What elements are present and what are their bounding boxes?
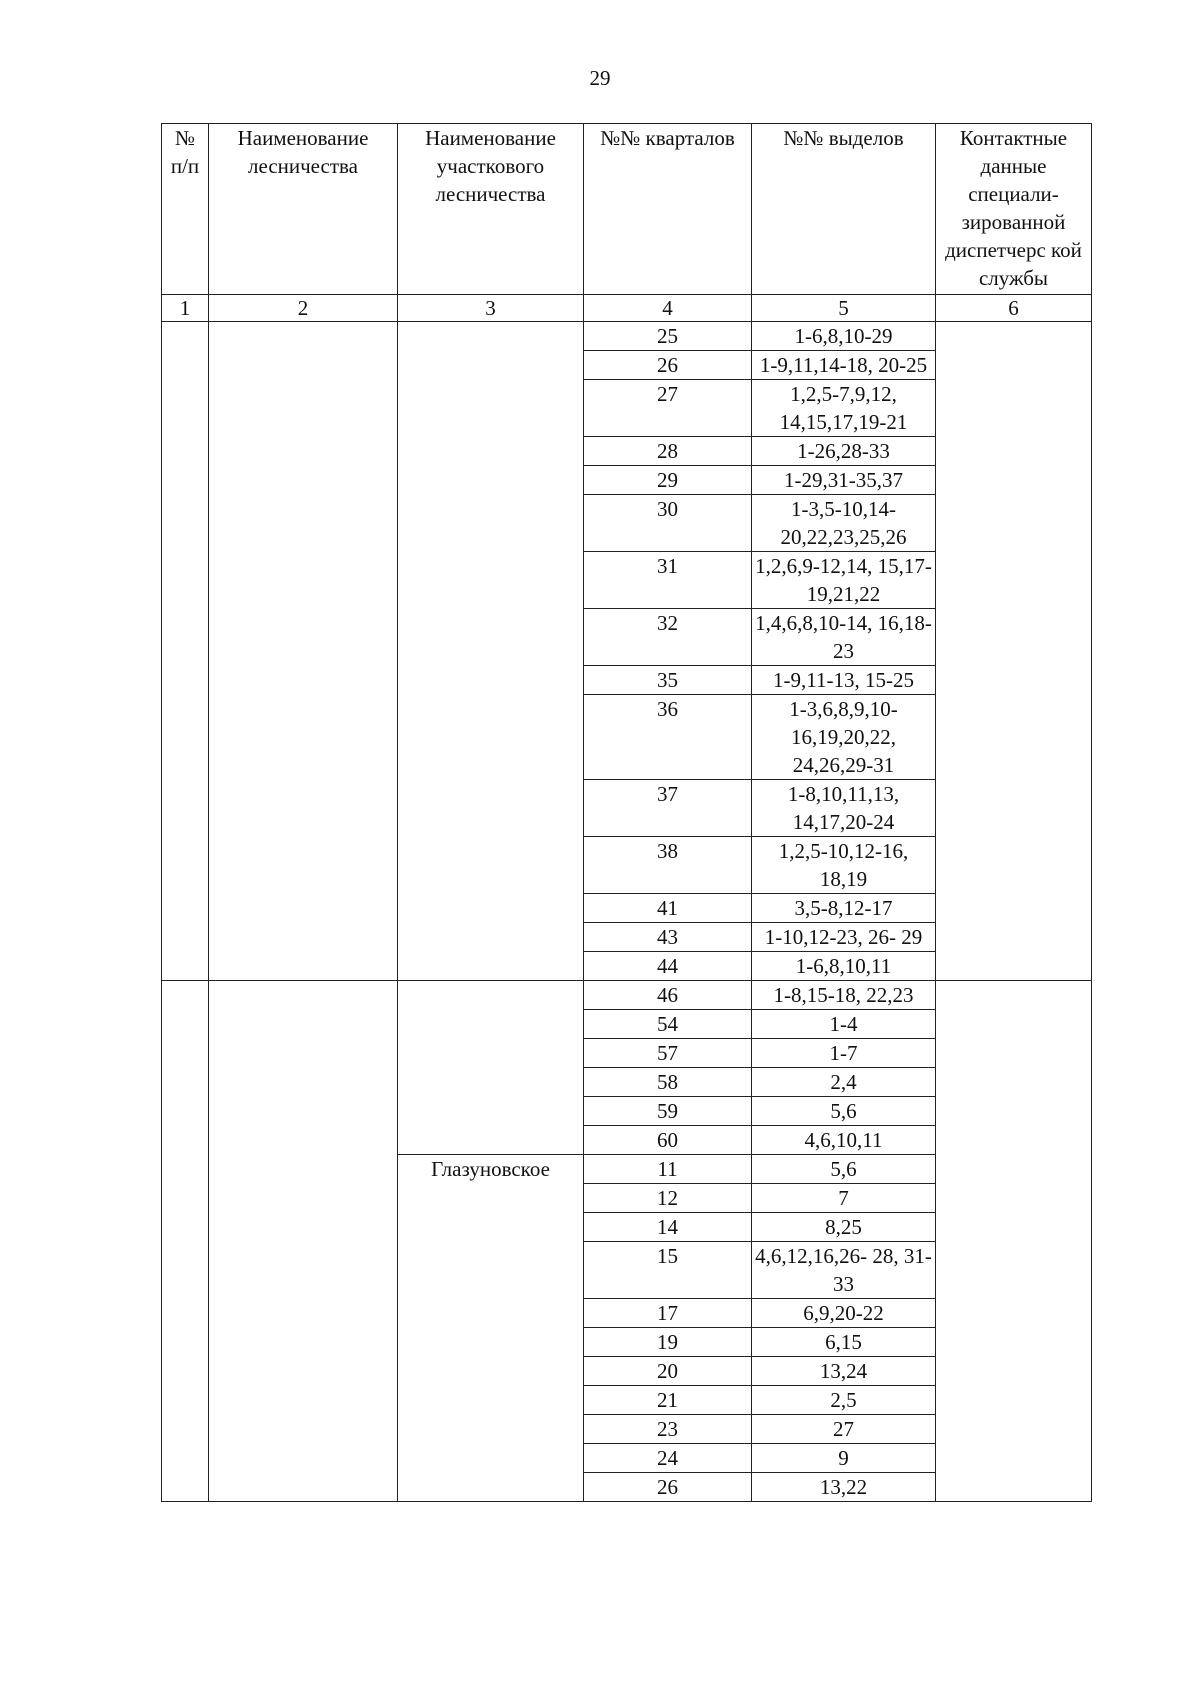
- allotments-cell: 27: [752, 1415, 936, 1444]
- column-number: 5: [752, 295, 936, 322]
- quarter-cell: 37: [584, 780, 752, 837]
- table-header-row: [162, 124, 1092, 295]
- quarter-cell: 29: [584, 466, 752, 495]
- allotments-cell: 5,6: [752, 1097, 936, 1126]
- allotments-cell: 4,6,10,11: [752, 1126, 936, 1155]
- allotments-cell: 5,6: [752, 1155, 936, 1184]
- header-district-forestry-name: Наименование участкового лесничества: [398, 124, 584, 295]
- allotments-cell: 1-9,11,14-18, 20-25: [752, 351, 936, 380]
- allotments-cell: 7: [752, 1184, 936, 1213]
- group-1-body: [162, 322, 1092, 981]
- district-forestry-cell: [398, 322, 584, 981]
- allotments-cell: 6,15: [752, 1328, 936, 1357]
- allotments-cell: 1-10,12-23, 26- 29: [752, 923, 936, 952]
- quarter-cell: 54: [584, 1010, 752, 1039]
- contact-cell: [936, 981, 1092, 1502]
- quarter-cell: 20: [584, 1357, 752, 1386]
- quarter-cell: 27: [584, 380, 752, 437]
- allotments-cell: 1-7: [752, 1039, 936, 1068]
- allotments-cell: 1,2,5-10,12-16, 18,19: [752, 837, 936, 894]
- quarter-cell: 43: [584, 923, 752, 952]
- allotments-cell: 6,9,20-22: [752, 1299, 936, 1328]
- allotments-cell: 2,5: [752, 1386, 936, 1415]
- allotments-cell: 1-9,11-13, 15-25: [752, 666, 936, 695]
- quarter-cell: 59: [584, 1097, 752, 1126]
- allotments-cell: 1-6,8,10-29: [752, 322, 936, 351]
- allotments-cell: 13,24: [752, 1357, 936, 1386]
- forestry-table: [161, 123, 1092, 1502]
- allotments-cell: 13,22: [752, 1473, 936, 1502]
- allotments-cell: 1,2,6,9-12,14, 15,17-19,21,22: [752, 552, 936, 609]
- allotments-cell: 1,4,6,8,10-14, 16,18-23: [752, 609, 936, 666]
- quarter-cell: 57: [584, 1039, 752, 1068]
- column-number: 4: [584, 295, 752, 322]
- quarter-cell: 26: [584, 1473, 752, 1502]
- quarter-cell: 19: [584, 1328, 752, 1357]
- district-forestry-cell: [398, 981, 584, 1155]
- header-contact-data: Контактные данные специали-зированной диспетчерс кой службы: [936, 124, 1092, 295]
- allotments-cell: 1-29,31-35,37: [752, 466, 936, 495]
- quarter-cell: 15: [584, 1242, 752, 1299]
- allotments-cell: 2,4: [752, 1068, 936, 1097]
- quarter-cell: 14: [584, 1213, 752, 1242]
- quarter-cell: 58: [584, 1068, 752, 1097]
- allotments-cell: 1-26,28-33: [752, 437, 936, 466]
- quarter-cell: 28: [584, 437, 752, 466]
- number-cell: [162, 322, 209, 981]
- quarter-cell: 24: [584, 1444, 752, 1473]
- group-2-body: [162, 981, 1092, 1502]
- header-quarters: №№ кварталов: [584, 124, 752, 295]
- column-number: 1: [162, 295, 209, 322]
- number-cell: [162, 981, 209, 1502]
- page-number: 29: [589, 66, 611, 90]
- quarter-cell: 12: [584, 1184, 752, 1213]
- header-forestry-name: Наименование лесничества: [209, 124, 398, 295]
- header-number: № п/п: [162, 124, 209, 295]
- forestry-name-cell: [209, 981, 398, 1502]
- column-numbers-row: [162, 295, 1092, 322]
- quarter-cell: 21: [584, 1386, 752, 1415]
- header-allotments: №№ выделов: [752, 124, 936, 295]
- quarter-cell: 32: [584, 609, 752, 666]
- allotments-cell: 1-4: [752, 1010, 936, 1039]
- quarter-cell: 38: [584, 837, 752, 894]
- allotments-cell: 1-6,8,10,11: [752, 952, 936, 981]
- contact-cell: [936, 322, 1092, 981]
- quarter-cell: 36: [584, 695, 752, 780]
- quarter-cell: 30: [584, 495, 752, 552]
- allotments-cell: 8,25: [752, 1213, 936, 1242]
- quarter-cell: 60: [584, 1126, 752, 1155]
- allotments-cell: 1-3,6,8,9,10- 16,19,20,22, 24,26,29-31: [752, 695, 936, 780]
- table-row: [162, 322, 1092, 351]
- allotments-cell: 1-8,10,11,13, 14,17,20-24: [752, 780, 936, 837]
- quarter-cell: 35: [584, 666, 752, 695]
- district-forestry-name: Глазуновское: [398, 1155, 584, 1502]
- quarter-cell: 25: [584, 322, 752, 351]
- forestry-name-cell: [209, 322, 398, 981]
- allotments-cell: 1-8,15-18, 22,23: [752, 981, 936, 1010]
- quarter-cell: 41: [584, 894, 752, 923]
- allotments-cell: 4,6,12,16,26- 28, 31-33: [752, 1242, 936, 1299]
- table-row: [162, 981, 1092, 1010]
- allotments-cell: 1-3,5-10,14- 20,22,23,25,26: [752, 495, 936, 552]
- column-number: 2: [209, 295, 398, 322]
- allotments-cell: 1,2,5-7,9,12, 14,15,17,19-21: [752, 380, 936, 437]
- quarter-cell: 11: [584, 1155, 752, 1184]
- allotments-cell: 9: [752, 1444, 936, 1473]
- quarter-cell: 31: [584, 552, 752, 609]
- quarter-cell: 46: [584, 981, 752, 1010]
- quarter-cell: 23: [584, 1415, 752, 1444]
- column-number: 6: [936, 295, 1092, 322]
- quarter-cell: 26: [584, 351, 752, 380]
- quarter-cell: 44: [584, 952, 752, 981]
- allotments-cell: 3,5-8,12-17: [752, 894, 936, 923]
- quarter-cell: 17: [584, 1299, 752, 1328]
- column-number: 3: [398, 295, 584, 322]
